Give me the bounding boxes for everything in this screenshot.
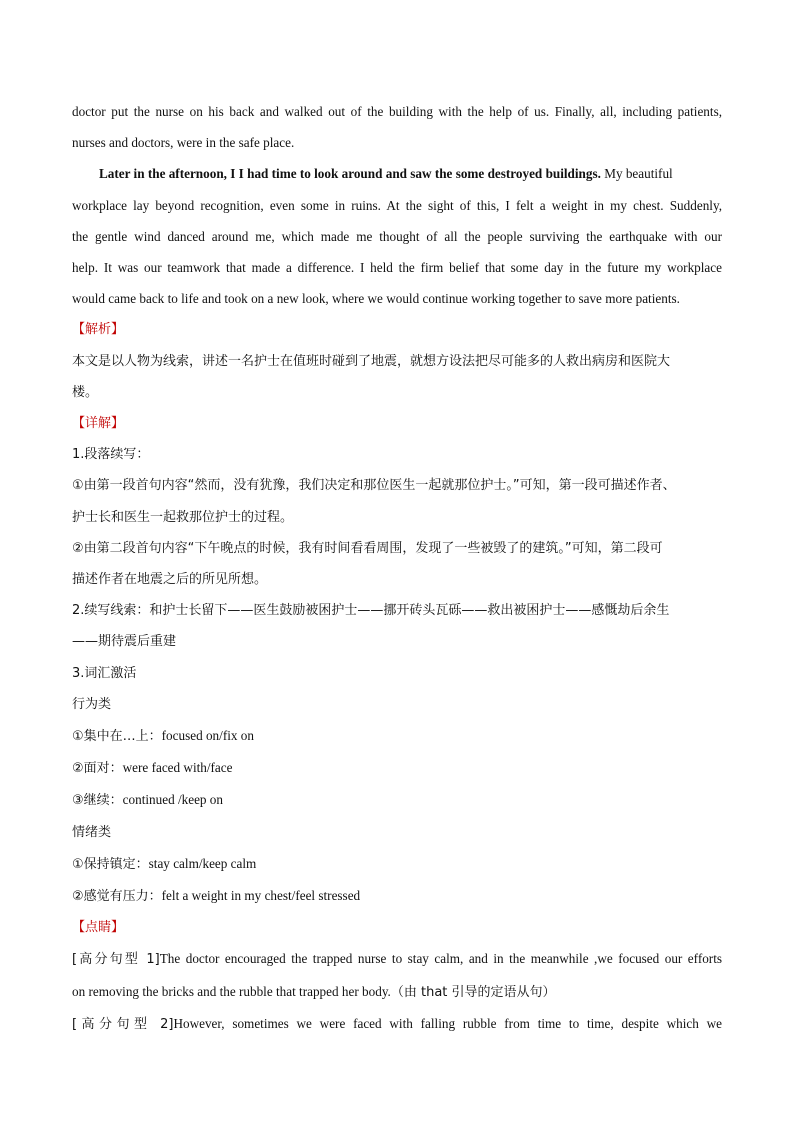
detail-action-2: [72, 752, 722, 784]
story-p1-line2: nurses and doctors, were in the safe place.: [72, 135, 295, 151]
detail-emotion-1-cn: ①保持镇定：: [72, 856, 149, 872]
analysis-line2: 楼。: [72, 384, 99, 400]
detail-action-1-en: focused on/fix on: [161, 728, 254, 744]
detail-emotion-2-cn: ②感觉有压力：: [72, 889, 162, 905]
detail-action-1: [72, 720, 722, 752]
highlight-s2-prefix: [高分句型 2]: [72, 1016, 174, 1032]
detail-header: 【详解】: [72, 416, 125, 432]
detail-emotion-1: [72, 848, 722, 880]
detail-action-2-en: were faced with/face: [122, 760, 233, 776]
detail-item1-title: 1.段落续写：: [72, 447, 150, 463]
detail-action-1-cn: ①集中在…上：: [72, 729, 162, 745]
detail-action-3-cn: ③继续：: [72, 793, 123, 809]
story-p2-line4: help. It was our teamwork that made a difference. I held the firm belief that some day in the future my workplace: [72, 260, 722, 276]
detail-action-3: [72, 784, 722, 816]
story-p2-line2: workplace lay beyond recognition, even some in ruins. At the sight of this, I felt a weight in my chest. Suddenly,: [72, 197, 722, 213]
story-p2-line5: would came back to life and took on a new look, where we would continue working together to save more patients.: [72, 291, 680, 307]
highlight-s1-prefix: [高分句型 1]: [72, 952, 160, 968]
detail-action-2-cn: ②面对：: [72, 761, 123, 777]
highlight-s2-line1: [72, 1008, 722, 1040]
detail-emotion-1-en: stay calm/keep calm: [148, 855, 257, 871]
highlight-s1-line1: [72, 943, 722, 975]
analysis-line1: 本文是以人物为线索，讲述一名护士在值班时碰到了地震，就想方设法把尽可能多的人救出病房和医院大: [72, 353, 671, 369]
highlight-header: 【点睛】: [72, 920, 125, 936]
highlight-s1-line2: [72, 976, 722, 1008]
highlight-s1-line2-en: on removing the bricks and the rubble that trapped her body.: [72, 983, 391, 999]
document-page: [72, 96, 722, 1040]
story-p2-line1: [72, 158, 722, 189]
detail-item2-line2: ——期待震后重建: [72, 634, 177, 650]
story-p1-line1: doctor put the nurse on his back and walked out of the building with the help of us. Finally, all, including patients,: [72, 104, 722, 119]
detail-emotion-2: [72, 880, 722, 912]
story-p2-line1-rest: My beautiful: [600, 166, 673, 182]
detail-item3-title: 3.词汇激活: [72, 665, 137, 681]
detail-action-3-en: continued /keep on: [122, 792, 223, 808]
highlight-s1-line2-cn: （由 that 引导的定语从句）: [390, 984, 556, 1000]
story-p2-opening-sentence: Later in the afternoon, I I had time to look around and saw the some destroyed buildings.: [99, 166, 601, 182]
detail-category-action: 行为类: [72, 696, 112, 712]
analysis-header: 【解析】: [72, 322, 125, 338]
highlight-s2-text: However, sometimes we were faced with falling rubble from time to time, despite which we: [173, 1015, 722, 1031]
detail-category-emotion: 情绪类: [72, 824, 112, 840]
detail-item1-b-line2: 描述作者在地震之后的所见所想。: [72, 572, 268, 588]
detail-item1-a-line1: ①由第一段首句内容“然而，没有犹豫，我们决定和那位医生一起就那位护士。”可知，第一段可描述作者、: [72, 478, 676, 494]
detail-emotion-2-en: felt a weight in my chest/feel stressed: [161, 888, 361, 904]
detail-item2-line1: 2.续写线索：和护士长留下——医生鼓励被困护士——挪开砖头瓦砾——救出被困护士——感慨劫后余生: [72, 603, 670, 619]
highlight-s1-text: The doctor encouraged the trapped nurse to stay calm, and in the meanwhile ,we focused our efforts: [159, 951, 722, 967]
detail-item1-b-line1: ②由第二段首句内容“下午晚点的时候，我有时间看看周围，发现了一些被毁了的建筑。”可知，第二段可: [72, 540, 663, 556]
story-p2-line3: the gentle wind danced around me, which made me thought of all the people surviving the earthquake with our: [72, 228, 722, 244]
detail-item1-a-line2: 护士长和医生一起救那位护士的过程。: [72, 509, 294, 525]
